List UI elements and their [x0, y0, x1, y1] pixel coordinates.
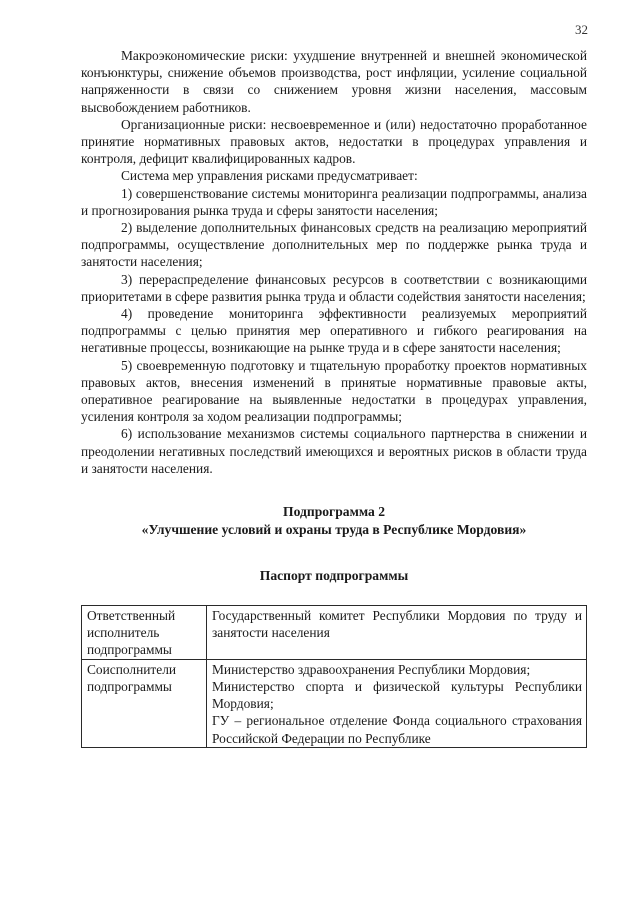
table-row: [82, 606, 587, 660]
table-cell-text: Государственный комитет Республики Мордовия по труду и занятости населения: [212, 608, 582, 641]
table-cell-text: Министерство спорта и физической культуры Республики Мордовия;: [212, 678, 582, 712]
list-item-measure-3: 3) перераспределение финансовых ресурсов в соответствии с возникающими приоритетами в сфере развития рынка труда и области содействия занятости населения;: [81, 271, 587, 304]
table-cell-label: Соисполнители подпрограммы: [82, 659, 207, 747]
paragraph-macro-risks: Макроэкономические риски: ухудшение внутренней и внешней экономической конъюнктуры, снижение объемов производства, рост инфляции, усиление социальной напряженности в связи со снижением уровня жизни населения, массовым высвобождением работников.: [81, 48, 587, 115]
paragraph-org-risks: Организационные риски: несвоевременное и (или) недостаточно проработанное принятие нормативных правовых актов, недостатки в процедурах управления и контроля, дефицит квалифицированных кадров.: [81, 116, 587, 167]
table-cell-text: Министерство здравоохранения Республики Мордовия;: [212, 661, 531, 677]
page-number: 32: [575, 22, 588, 37]
list-item-measure-5: 5) своевременную подготовку и тщательную проработку проектов нормативных правовых актов, внесения изменений в принятые нормативные правовые акты, оперативное реагирование на выявленные недостатки в процедурах управления, усиления контроля за ходом реализации подпрограммы;: [81, 357, 587, 425]
table-cell-value: [207, 606, 587, 660]
paragraph-system-intro: Система мер управления рисками предусматривает:: [121, 168, 418, 184]
list-item-measure-4: 4) проведение мониторинга эффективности реализуемых мероприятий подпрограммы с целью принятия мер оперативного и гибкого реагирования на негативные процессы, возникающие на рынке труда и в сфере занятости населения;: [81, 306, 587, 356]
table-row: [82, 659, 587, 747]
subprogram-number: Подпрограмма 2: [283, 504, 385, 520]
table-cell-text: ГУ – региональное отделение Фонда социального страхования Российской Федерации по Республике: [212, 713, 582, 746]
table-cell-label: Ответственный исполнитель подпрограммы: [82, 606, 207, 660]
list-item-measure-6: 6) использование механизмов системы социального партнерства в снижении и преодолении негативных последствий имеющихся и вероятных рисков в области труда и занятости населения.: [81, 426, 587, 476]
subprogram-title: «Улучшение условий и охраны труда в Республике Мордовия»: [141, 522, 527, 538]
passport-heading: Паспорт подпрограммы: [259, 568, 409, 584]
list-item-measure-2: 2) выделение дополнительных финансовых средств на реализацию мероприятий подпрограммы, осуществление дополнительных мер по поддержке рынка труда и занятости населения;: [81, 220, 587, 270]
list-item-measure-1: 1) совершенствование системы мониторинга реализации подпрограммы, анализа и прогнозирования рынка труда и сферы занятости населения;: [81, 185, 587, 218]
table-cell-value: [207, 659, 587, 747]
document-body: [81, 47, 587, 748]
subprogram-heading: [81, 503, 587, 539]
passport-table: [81, 605, 587, 748]
